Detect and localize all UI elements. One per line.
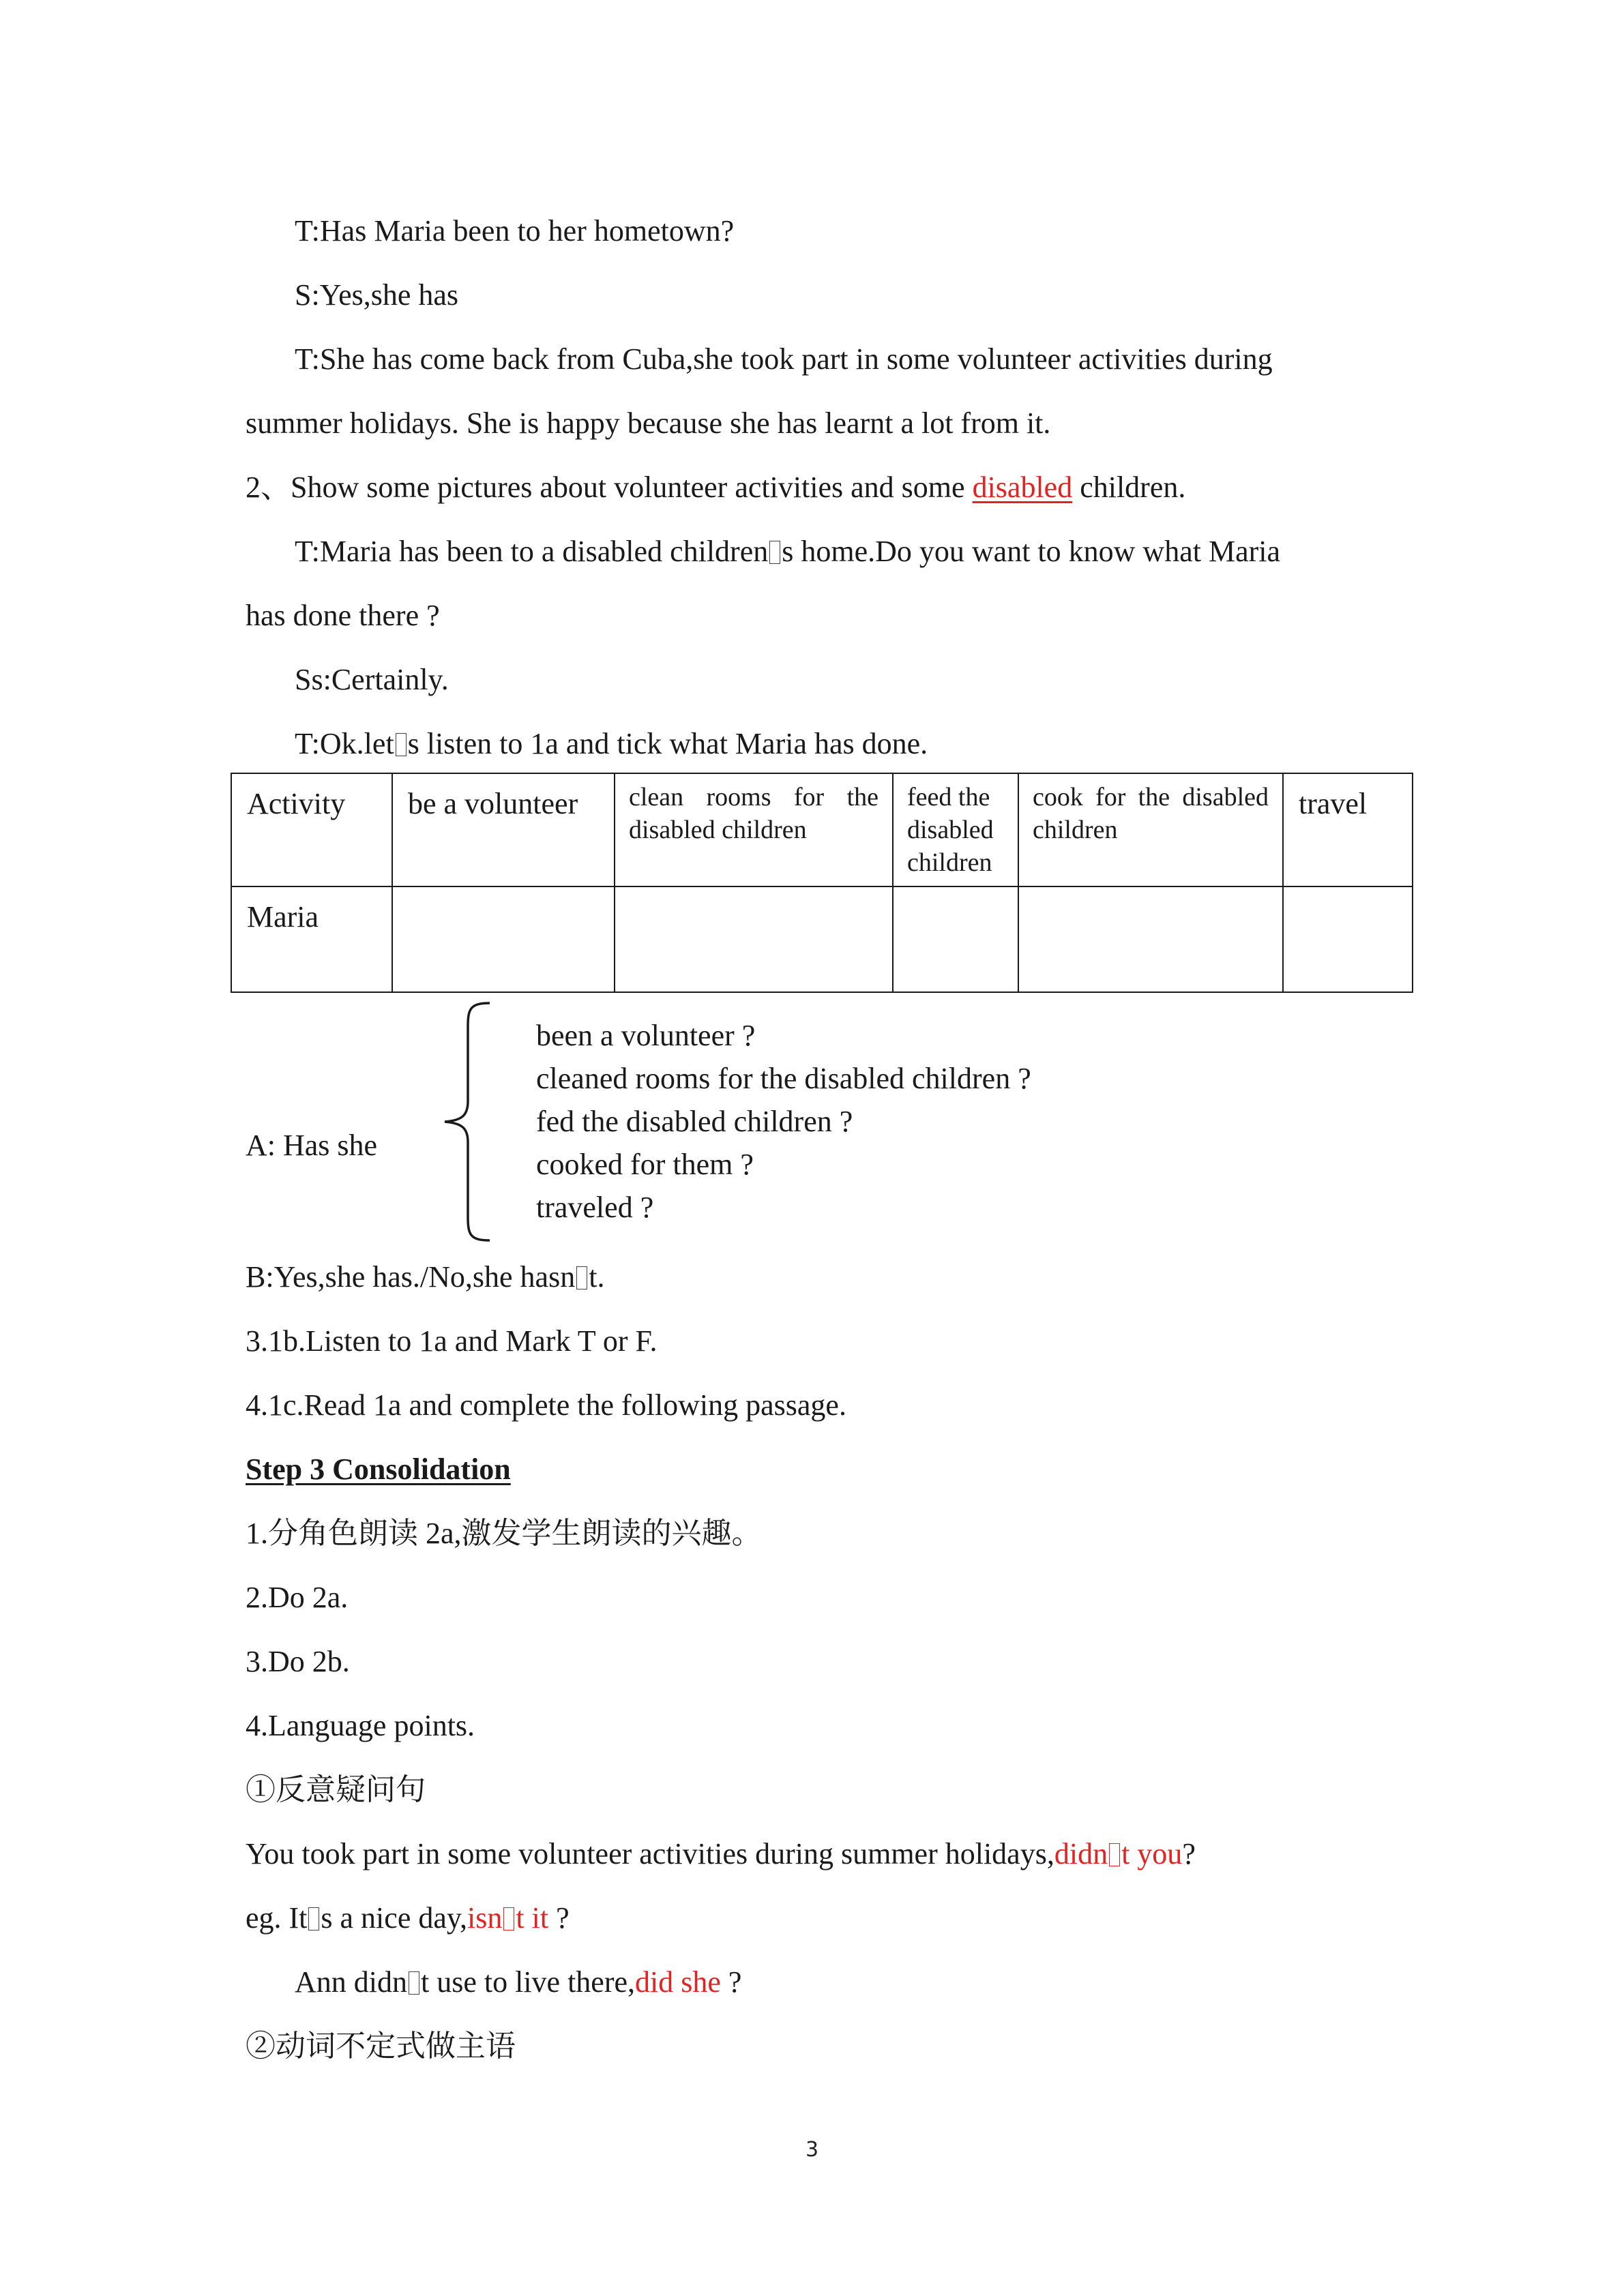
left-brace-icon bbox=[437, 999, 498, 1244]
text: ①反意疑问句 bbox=[246, 1773, 426, 1806]
highlight-word: disabled bbox=[972, 471, 1073, 504]
text: T:Maria has been to a disabled children bbox=[295, 535, 769, 568]
text: t use to live there, bbox=[421, 1965, 636, 1999]
text: T:She has come back from Cuba,she took part in some volunteer activities during bbox=[295, 342, 1273, 376]
text: Ss:Certainly. bbox=[295, 663, 449, 696]
table-header-cell: travel bbox=[1283, 773, 1413, 886]
table-header-cell: clean rooms for the disabled children bbox=[615, 773, 893, 886]
text-line bbox=[246, 1385, 1391, 1426]
text-line bbox=[246, 467, 1391, 508]
question-option: cooked for them ? bbox=[536, 1148, 754, 1181]
text-line bbox=[246, 1513, 1391, 1554]
text: T:Has Maria been to her hometown? bbox=[295, 214, 735, 248]
heading-text: Step 3 Consolidation bbox=[246, 1452, 511, 1486]
missing-glyph-box bbox=[409, 1971, 419, 1995]
text-line bbox=[295, 1962, 1391, 2003]
question-option: cleaned rooms for the disabled children ? bbox=[536, 1062, 1031, 1095]
tick-cell[interactable] bbox=[893, 886, 1018, 992]
text: S:Yes,she has bbox=[295, 278, 459, 312]
text: eg. It bbox=[246, 1901, 308, 1935]
text: summer holidays. She is happy because she has learnt a lot from it. bbox=[246, 406, 1051, 440]
text: 4.1c.Read 1a and complete the following passage. bbox=[246, 1388, 846, 1422]
table-header-cell: Activity bbox=[231, 773, 392, 886]
missing-glyph-box bbox=[308, 1907, 319, 1930]
text-line bbox=[295, 724, 1391, 764]
highlight-word: did she bbox=[635, 1965, 721, 1999]
text: s listen to 1a and tick what Maria has done. bbox=[407, 727, 928, 760]
text: 3.Do 2b. bbox=[246, 1645, 350, 1678]
highlight-word: didn bbox=[1054, 1837, 1108, 1870]
text-line bbox=[246, 1321, 1391, 1362]
text: 4.Language points. bbox=[246, 1709, 475, 1742]
question-option: fed the disabled children ? bbox=[536, 1105, 853, 1138]
table-header-cell: cook for the disabled children bbox=[1018, 773, 1283, 886]
text: has done there ? bbox=[246, 599, 440, 632]
text: B:Yes,she has./No,she hasn bbox=[246, 1260, 576, 1294]
table-header-cell: be a volunteer bbox=[392, 773, 615, 886]
missing-glyph-box bbox=[1109, 1843, 1120, 1866]
text-line bbox=[246, 1705, 1391, 1746]
text: You took part in some volunteer activities during summer holidays, bbox=[246, 1837, 1054, 1870]
text: Ann didn bbox=[295, 1965, 407, 1999]
section-heading bbox=[246, 1449, 1391, 1490]
text: ? bbox=[720, 1965, 742, 1999]
text: ②动词不定式做主语 bbox=[246, 2029, 516, 2063]
text-line bbox=[295, 339, 1391, 380]
text: 2、Show some pictures about volunteer activities and some bbox=[246, 471, 973, 504]
text-line bbox=[295, 531, 1391, 572]
text-line bbox=[246, 1641, 1391, 1682]
text-line bbox=[246, 1834, 1391, 1875]
text-line bbox=[246, 595, 1391, 636]
text-line bbox=[246, 2026, 1391, 2067]
text: s a nice day, bbox=[321, 1901, 468, 1935]
tick-cell[interactable] bbox=[392, 886, 615, 992]
text-line bbox=[295, 211, 1391, 252]
table-header-cell: feed the disabled children bbox=[893, 773, 1018, 886]
text: 2.Do 2a. bbox=[246, 1581, 349, 1614]
tick-cell[interactable] bbox=[1283, 886, 1413, 992]
tick-cell[interactable] bbox=[1018, 886, 1283, 992]
text: ? bbox=[548, 1901, 570, 1935]
activity-table bbox=[231, 773, 1413, 993]
missing-glyph-box bbox=[769, 541, 780, 564]
text: 1.分角色朗读 2a,激发学生朗读的兴趣。 bbox=[246, 1517, 762, 1550]
missing-glyph-box bbox=[396, 733, 407, 756]
text: s home.Do you want to know what Maria bbox=[782, 535, 1281, 568]
text-line bbox=[246, 1770, 1391, 1810]
text: ? bbox=[1182, 1837, 1196, 1870]
text: t. bbox=[589, 1260, 605, 1294]
text-line bbox=[246, 1257, 1391, 1298]
missing-glyph-box bbox=[576, 1266, 587, 1289]
table-row-label: Maria bbox=[231, 886, 392, 992]
text: T:Ok.let bbox=[295, 727, 394, 760]
text-line bbox=[295, 275, 1391, 316]
page-number: 3 bbox=[805, 2138, 819, 2162]
missing-glyph-box bbox=[503, 1907, 514, 1930]
table-header-row bbox=[231, 773, 1413, 886]
text: children. bbox=[1072, 471, 1186, 504]
highlight-word: t you bbox=[1121, 1837, 1183, 1870]
tick-cell[interactable] bbox=[615, 886, 893, 992]
table-row bbox=[231, 886, 1413, 992]
text-line bbox=[246, 1577, 1391, 1618]
highlight-word: isn bbox=[467, 1901, 503, 1935]
text: 3.1b.Listen to 1a and Mark T or F. bbox=[246, 1324, 658, 1358]
text-line bbox=[246, 403, 1391, 444]
text-line bbox=[295, 659, 1391, 700]
question-prefix: A: Has she bbox=[246, 1129, 378, 1162]
highlight-word: t it bbox=[516, 1901, 549, 1935]
text-line bbox=[246, 1898, 1391, 1939]
question-option: traveled ? bbox=[536, 1191, 654, 1224]
question-option: been a volunteer ? bbox=[536, 1019, 756, 1052]
